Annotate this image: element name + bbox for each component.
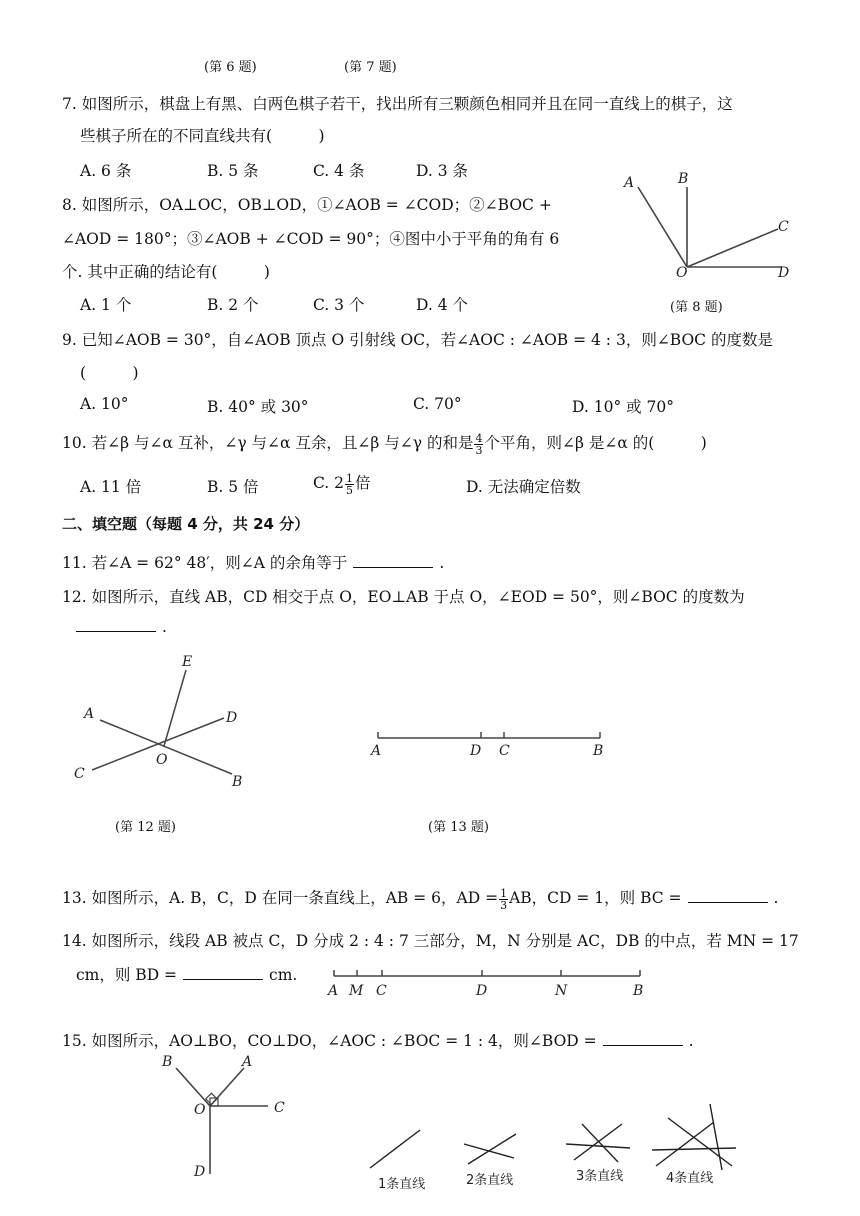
q11-answer-blank[interactable] xyxy=(353,553,433,568)
fig15-label-d: D xyxy=(194,1164,206,1180)
fig15-label-a: A xyxy=(242,1054,253,1070)
q13-post1: AB，CD = 1，则 BC = xyxy=(509,889,682,907)
fig12-label-e: E xyxy=(182,654,193,670)
q7-option-c: C. 4 条 xyxy=(313,162,365,180)
q10-optc-num: 1 xyxy=(346,471,354,485)
q10-option-a: A. 11 倍 xyxy=(80,478,142,496)
q9-option-b: B. 40° 或 30° xyxy=(207,398,309,416)
q10-optc-den: 5 xyxy=(346,483,354,497)
fig15-label-o: O xyxy=(194,1102,206,1118)
lines-label-2: 2条直线 xyxy=(466,1173,514,1188)
fig12-label-a: A xyxy=(84,706,95,722)
figure-q14 xyxy=(324,966,654,1002)
q11-pre: 11. 若∠A = 62° 48′，则∠A 的余角等于 xyxy=(62,554,348,572)
q12-line2 xyxy=(76,617,167,636)
q14-answer-blank[interactable] xyxy=(183,965,263,980)
q10-frac-den: 3 xyxy=(475,443,483,457)
q13 xyxy=(62,886,778,911)
caption-fig8: (第 8 题) xyxy=(670,300,723,315)
fig12-label-d: D xyxy=(226,710,238,726)
fig14-label-a: A xyxy=(328,983,339,999)
fig8-label-a: A xyxy=(624,175,635,191)
q14-line2 xyxy=(76,963,297,985)
caption-fig12: (第 12 题) xyxy=(115,820,176,835)
q10-optc-fraction xyxy=(345,473,354,496)
q10-stem-post: 个平角，则∠β 是∠α 的( ) xyxy=(484,434,707,452)
q10-stem xyxy=(62,431,707,456)
fig12-label-c: C xyxy=(74,766,85,782)
q12-answer-blank[interactable] xyxy=(76,617,156,632)
q10-option-b: B. 5 倍 xyxy=(207,478,259,496)
figure-q13 xyxy=(366,726,616,766)
fig8-label-b: B xyxy=(678,171,689,187)
q8-option-d: D. 4 个 xyxy=(416,296,469,314)
q9-option-a: A. 10° xyxy=(80,395,129,413)
q13-post2: . xyxy=(773,889,779,907)
fig14-label-d: D xyxy=(476,983,488,999)
figure-q8 xyxy=(610,165,810,295)
q9-line1: 9. 已知∠AOB = 30°，自∠AOB 顶点 O 引射线 OC，若∠AOC : ∠AOB = 4 : 3，则∠BOC 的度数是 xyxy=(62,331,773,349)
q8-line1: 8. 如图所示，OA⊥OC，OB⊥OD，①∠AOB = ∠COD；②∠BOC + xyxy=(62,196,552,214)
fig15-label-c: C xyxy=(274,1100,285,1116)
fig13-label-c: C xyxy=(499,743,510,759)
fig14-label-n: N xyxy=(555,983,568,999)
q10-option-c xyxy=(313,471,371,496)
fig13-label-b: B xyxy=(593,743,604,759)
fig8-label-o: O xyxy=(676,265,688,281)
q7-option-a: A. 6 条 xyxy=(80,162,132,180)
q10-stem-pre: 10. 若∠β 与∠α 互补，∠γ 与∠α 互余，且∠β 与∠γ 的和是 xyxy=(62,434,474,452)
q14-line2-post: cm. xyxy=(269,966,298,984)
fig8-label-c: C xyxy=(778,219,789,235)
figure-q12 xyxy=(66,648,266,798)
caption-fig13: (第 13 题) xyxy=(428,820,489,835)
figure-q15 xyxy=(150,1046,300,1186)
q15-post: . xyxy=(688,1032,694,1050)
q10-optc-pre: C. 2 xyxy=(313,474,345,492)
caption-fig7: (第 7 题) xyxy=(344,60,397,75)
q9-line2: ( ) xyxy=(80,364,139,382)
q8-line2: ∠AOD = 180°；③∠AOB + ∠COD = 90°；④图中小于平角的角有 6 xyxy=(62,230,560,248)
q13-pre: 13. 如图所示，A. B，C，D 在同一条直线上，AB = 6，AD = xyxy=(62,889,499,907)
q14-line2-pre: cm，则 BD = xyxy=(76,966,178,984)
q8-option-c: C. 3 个 xyxy=(313,296,365,314)
q13-answer-blank[interactable] xyxy=(688,888,768,903)
fig8-label-d: D xyxy=(778,265,790,281)
q9-option-d: D. 10° 或 70° xyxy=(572,398,675,416)
q13-fraction xyxy=(499,888,508,911)
q8-option-b: B. 2 个 xyxy=(207,296,259,314)
q12-post: . xyxy=(162,618,167,636)
q15-pre: 15. 如图所示，AO⊥BO，CO⊥DO，∠AOC : ∠BOC = 1 : 4，则∠BOD = xyxy=(62,1032,597,1050)
lines-label-1: 1条直线 xyxy=(378,1177,426,1192)
q14-line1: 14. 如图所示，线段 AB 被点 C，D 分成 2 : 4 : 7 三部分，M，N 分别是 AC，DB 的中点，若 MN = 17 xyxy=(62,932,799,950)
fig12-label-b: B xyxy=(232,774,243,790)
lines-label-3: 3条直线 xyxy=(576,1169,624,1184)
fig14-label-b: B xyxy=(633,983,644,999)
figure-line-counts xyxy=(360,1100,740,1192)
fig13-label-a: A xyxy=(371,743,382,759)
fig14-label-m: M xyxy=(349,983,364,999)
q9-option-c: C. 70° xyxy=(413,395,462,413)
fig15-label-b: B xyxy=(162,1054,173,1070)
fig13-label-d: D xyxy=(470,743,482,759)
q11 xyxy=(62,551,444,573)
section-heading-fill-in: 二、填空题（每题 4 分，共 24 分） xyxy=(62,515,310,533)
q7-option-d: D. 3 条 xyxy=(416,162,469,180)
q8-line3: 个. 其中正确的结论有( ) xyxy=(62,263,270,281)
q8-option-a: A. 1 个 xyxy=(80,296,132,314)
fig14-label-c: C xyxy=(376,983,387,999)
q10-fraction xyxy=(474,433,483,456)
fig12-label-o: O xyxy=(156,752,168,768)
q13-frac-num: 1 xyxy=(500,886,508,900)
q15-answer-blank[interactable] xyxy=(603,1031,683,1046)
q10-option-d: D. 无法确定倍数 xyxy=(466,478,581,496)
q11-post: . xyxy=(439,554,445,572)
caption-fig6: (第 6 题) xyxy=(204,60,257,75)
q7-line2: 些棋子所在的不同直线共有( ) xyxy=(80,127,325,145)
q7-option-b: B. 5 条 xyxy=(207,162,259,180)
q13-frac-den: 3 xyxy=(500,898,508,912)
q10-frac-num: 4 xyxy=(475,431,483,445)
q12-line1: 12. 如图所示，直线 AB，CD 相交于点 O，EO⊥AB 于点 O，∠EOD = 50°，则∠BOC 的度数为 xyxy=(62,588,745,606)
q10-optc-post: 倍 xyxy=(355,474,371,492)
lines-label-4: 4条直线 xyxy=(666,1171,714,1186)
q7-line1: 7. 如图所示，棋盘上有黑、白两色棋子若干，找出所有三颗颜色相同并且在同一直线上的棋子，这 xyxy=(62,95,733,113)
